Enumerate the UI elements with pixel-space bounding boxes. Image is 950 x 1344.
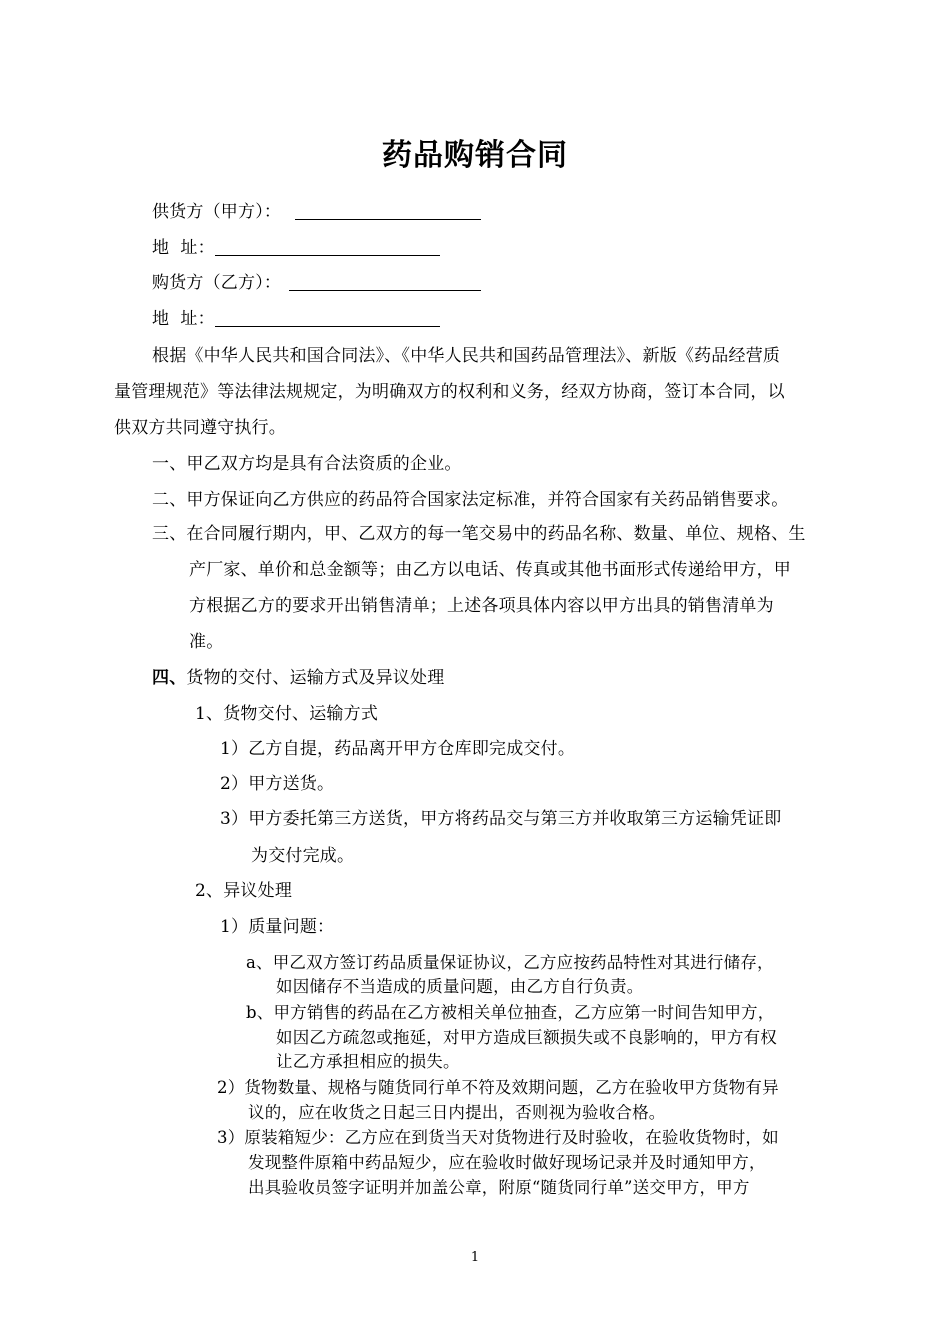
address-label: 地 址： bbox=[152, 309, 215, 329]
item-2-1a-line: 如因储存不当造成的质量问题，由乙方自行负责。 bbox=[276, 977, 644, 996]
buyer-line bbox=[152, 272, 481, 294]
supplier-blank-field[interactable] bbox=[295, 203, 481, 220]
subsection-2: 2、异议处理 bbox=[195, 881, 293, 901]
item-2-1a-line: a、甲乙双方签订药品质量保证协议，乙方应按药品特性对其进行储存， bbox=[246, 953, 774, 972]
item-2-1b-line: 让乙方承担相应的损失。 bbox=[276, 1052, 460, 1071]
item-1-1: 1）乙方自提，药品离开甲方仓库即完成交付。 bbox=[220, 739, 576, 759]
clause-3-line: 三、在合同履行期内，甲、乙双方的每一笔交易中的药品名称、数量、单位、规格、生 bbox=[152, 524, 806, 544]
item-2-1b-line: b、甲方销售的药品在乙方被相关单位抽查，乙方应第一时间告知甲方， bbox=[246, 1003, 775, 1022]
item-1-2: 2）甲方送货。 bbox=[220, 774, 335, 794]
item-2-1b-line: 如因乙方疏忽或拖延，对甲方造成巨额损失或不良影响的，甲方有权 bbox=[276, 1028, 777, 1047]
buyer-label: 购货方（乙方）： bbox=[152, 273, 282, 293]
clause-2: 二、甲方保证向乙方供应的药品符合国家法定标准，并符合国家有关药品销售要求。 bbox=[152, 490, 789, 510]
page-number: 1 bbox=[470, 1250, 480, 1265]
clause-4-number: 四、 bbox=[152, 668, 187, 688]
item-2-2-line: 议的，应在收货之日起三日内提出，否则视为验收合格。 bbox=[248, 1103, 666, 1122]
buyer-address-line bbox=[152, 308, 440, 330]
supplier-line bbox=[152, 201, 481, 223]
document-title: 药品购销合同 bbox=[382, 138, 568, 173]
buyer-address-blank-field[interactable] bbox=[215, 310, 440, 327]
clause-3-line: 准。 bbox=[189, 632, 224, 652]
clause-1: 一、甲乙双方均是具有合法资质的企业。 bbox=[152, 454, 462, 474]
clause-3-line: 方根据乙方的要求开出销售清单；上述各项具体内容以甲方出具的销售清单为 bbox=[189, 596, 774, 616]
item-1-3-line: 为交付完成。 bbox=[251, 846, 355, 866]
buyer-blank-field[interactable] bbox=[289, 274, 481, 291]
item-2-1: 1）质量问题： bbox=[220, 917, 335, 937]
item-2-2-line: 2）货物数量、规格与随货同行单不符及效期问题，乙方在验收甲方货物有异 bbox=[217, 1078, 779, 1097]
clause-3-line: 产厂家、单价和总金额等；由乙方以电话、传真或其他书面形式传递给甲方，甲 bbox=[189, 560, 791, 580]
preamble-line: 根据《中华人民共和国合同法》、《中华人民共和国药品管理法》、新版《药品经营质 bbox=[152, 346, 781, 366]
supplier-address-line bbox=[152, 237, 440, 259]
supplier-label: 供货方（甲方）： bbox=[152, 202, 282, 222]
item-2-3-line: 出具验收员签字证明并加盖公章，附原“随货同行单”送交甲方，甲方 bbox=[248, 1178, 750, 1197]
item-2-3-line: 3）原装箱短少：乙方应在到货当天对货物进行及时验收，在验收货物时，如 bbox=[217, 1128, 779, 1147]
clause-4-text: 货物的交付、运输方式及异议处理 bbox=[186, 668, 445, 688]
preamble-line: 量管理规范》等法律法规规定，为明确双方的权利和义务，经双方协商，签订本合同，以 bbox=[114, 382, 785, 402]
item-2-3-line: 发现整件原箱中药品短少，应在验收时做好现场记录并及时通知甲方， bbox=[248, 1153, 766, 1172]
item-1-3-line: 3）甲方委托第三方送货，甲方将药品交与第三方并收取第三方运输凭证即 bbox=[220, 809, 782, 829]
address-label: 地 址： bbox=[152, 238, 215, 258]
clause-4-heading bbox=[152, 667, 444, 689]
subsection-1: 1、货物交付、运输方式 bbox=[195, 704, 379, 724]
preamble-line: 供双方共同遵守执行。 bbox=[114, 418, 286, 438]
supplier-address-blank-field[interactable] bbox=[215, 239, 440, 256]
